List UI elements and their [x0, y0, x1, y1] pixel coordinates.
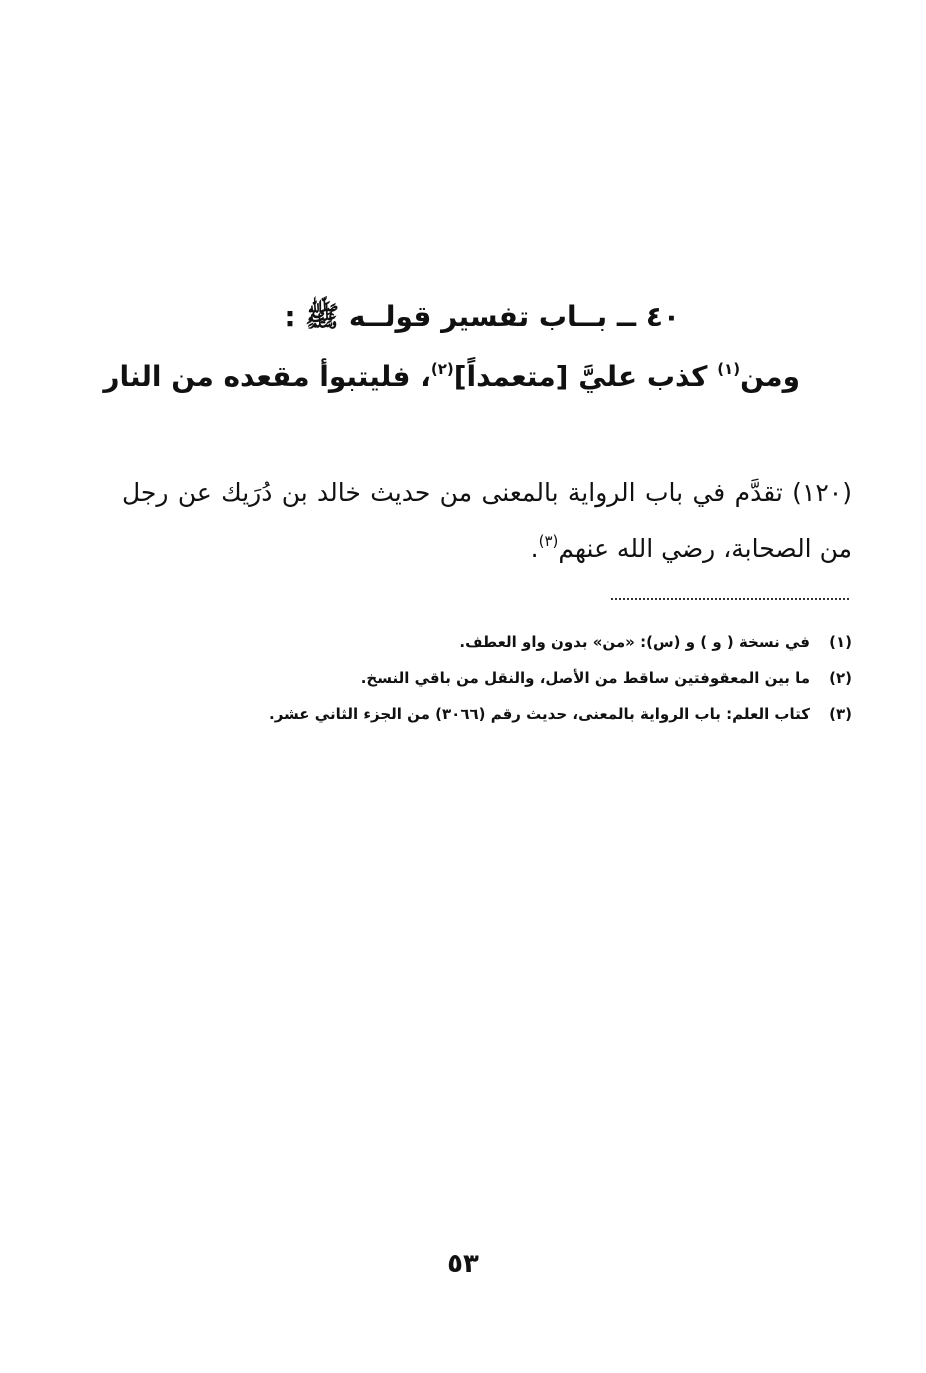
footnote-text: ما بين المعقوفتين ساقط من الأصل، والنقل من باقي النسخ.	[360, 669, 810, 687]
chapter-title: بــاب تفسير قولــه ﷺ :	[284, 300, 608, 333]
page-number: ٥٣	[447, 1249, 479, 1279]
footnote-number: (١)	[829, 633, 852, 651]
footnotes	[140, 624, 852, 732]
subheading-part-3: ، فليتبوأ مقعده من النار	[103, 360, 431, 393]
chapter-number: ٤٠	[645, 300, 680, 333]
chapter-dash: ــ	[616, 300, 637, 333]
footnote-number: (٢)	[829, 669, 852, 687]
footnote-ref-1: (١)	[717, 359, 741, 378]
footnote	[140, 696, 852, 732]
hadith-paragraph	[122, 465, 852, 577]
footnote-number: (٣)	[829, 705, 852, 723]
footnote	[140, 624, 852, 660]
hadith-number: (١٢٠)	[792, 478, 852, 507]
footnote	[140, 660, 852, 696]
paragraph-end: .	[530, 534, 539, 563]
chapter-heading	[120, 296, 680, 338]
footnote-ref-2: (٢)	[430, 359, 454, 378]
footnote-text: كتاب العلم: باب الرواية بالمعنى، حديث رقم (٣٠٦٦) من الجزء الثاني عشر.	[269, 705, 810, 723]
hadith-text: تقدَّم في باب الرواية بالمعنى من حديث خالد بن دُرَيك عن رجل من الصحابة، رضي الله عنهم	[122, 478, 852, 563]
footnote-separator	[611, 598, 849, 600]
chapter-subheading	[103, 356, 800, 398]
subheading-part-2: كذب عليَّ [متعمداً]	[453, 360, 708, 393]
footnote-ref-3: (٣)	[538, 531, 559, 550]
subheading-part-1: ومن	[740, 360, 800, 393]
footnote-text: في نسخة ( و ) و (س): «من» بدون واو العطف.	[459, 633, 810, 651]
